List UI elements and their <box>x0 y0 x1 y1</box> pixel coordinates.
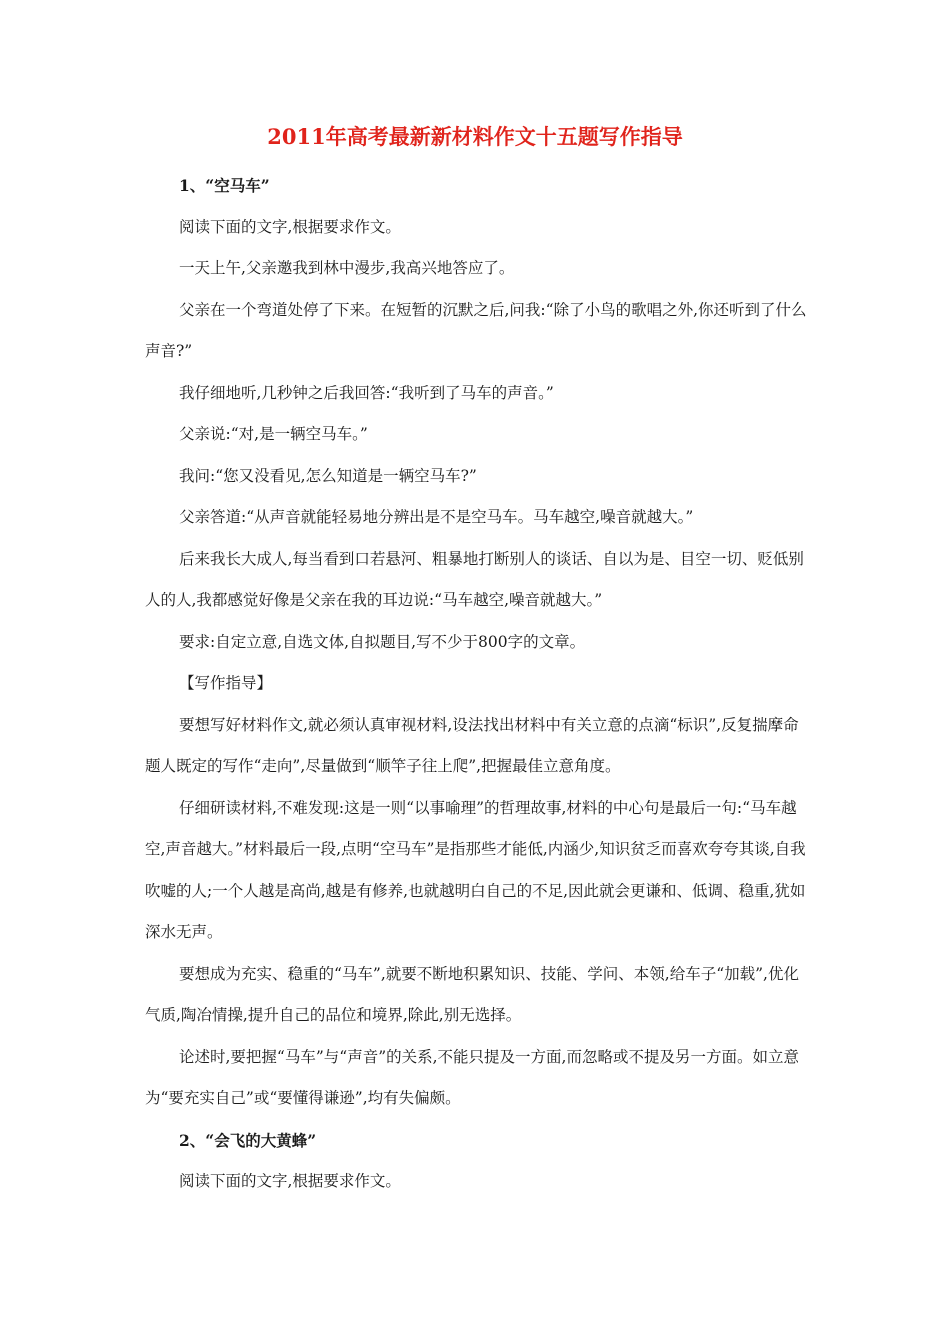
paragraph: 仔细研读材料,不难发现:这是一则“以事喻理”的哲理故事,材料的中心句是最后一句:“马车越空,声音越大。”材料最后一段,点明“空马车”是指那些才能低,内涵少,知识贫乏而喜欢夸夸其谈,自我吹嘘的人;一个人越是高尚,越是有修养,也就越明白自己的不足,因此就会更谦和、低调、稳重,犹如深水无声。 <box>145 798 806 941</box>
paragraph: 父亲答道:“从声音就能轻易地分辨出是不是空马车。马车越空,噪音就越大。” <box>179 508 694 526</box>
section-heading: 1、“空马车” <box>179 176 270 195</box>
paragraph: 要想写好材料作文,就必须认真审视材料,设法找出材料中有关立意的点滴“标识”,反复揣摩命题人既定的写作“走向”,尽量做到“顺竿子往上爬”,把握最佳立意角度。 <box>145 715 799 775</box>
paragraph: 我仔细地听,几秒钟之后我回答:“我听到了马车的声音。” <box>179 383 554 402</box>
paragraph: 一天上午,父亲邀我到林中漫步,我高兴地答应了。 <box>179 259 515 277</box>
paragraph: 我问:“您又没看见,怎么知道是一辆空马车?” <box>179 466 477 485</box>
section-heading: 2、“会飞的大黄蜂” <box>179 1130 317 1150</box>
paragraph: 论述时,要把握“马车”与“声音”的关系,不能只提及一方面,而忽略或不提及另一方面。如立意为“要充实自己”或“要懂得谦逊”,均有失偏颇。 <box>145 1047 799 1107</box>
paragraph: 阅读下面的文字,根据要求作文。 <box>179 1172 401 1190</box>
paragraph: 要想成为充实、稳重的“马车”,就要不断地积累知识、技能、学问、本领,给车子“加载”,优化气质,陶冶情操,提升自己的品位和境界,除此,别无选择。 <box>145 964 799 1024</box>
paragraph: 后来我长大成人,每当看到口若悬河、粗暴地打断别人的谈话、自以为是、目空一切、贬低别人的人,我都感觉好像是父亲在我的耳边说:“马车越空,噪音就越大。” <box>145 549 804 609</box>
paragraph: 【写作指导】 <box>179 674 273 692</box>
document-title: 2011年高考最新新材料作文十五题写作指导 <box>267 124 683 149</box>
document-body <box>145 165 807 1203</box>
paragraph: 阅读下面的文字,根据要求作文。 <box>179 217 401 236</box>
paragraph: 父亲说:“对,是一辆空马车。” <box>179 425 368 443</box>
paragraph: 要求:自定立意,自选文体,自拟题目,写不少于800字的文章。 <box>179 632 586 651</box>
paragraph: 父亲在一个弯道处停了下来。在短暂的沉默之后,问我:“除了小鸟的歌唱之外,你还听到了什么声音?” <box>145 300 807 360</box>
